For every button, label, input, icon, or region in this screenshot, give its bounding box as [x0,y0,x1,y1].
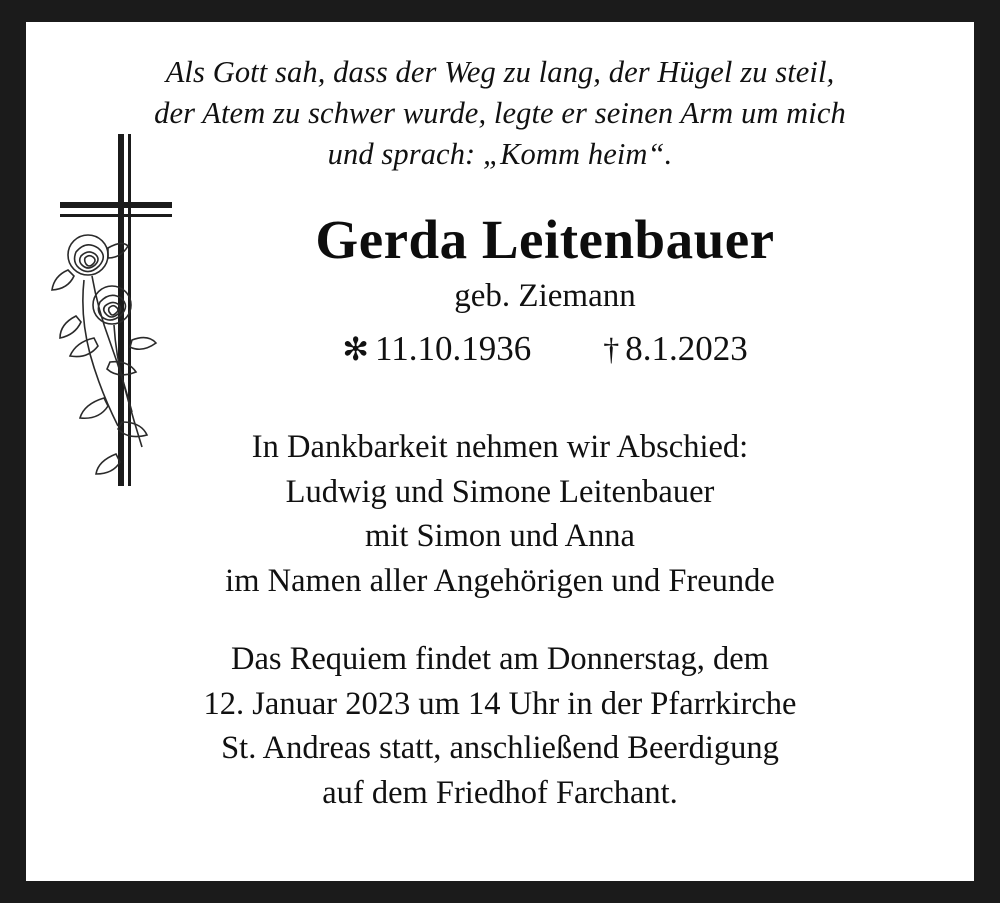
verse-line-1: Als Gott sah, dass der Weg zu lang, der Hügel zu steil, [165,55,835,89]
mourners-line-3: mit Simon und Anna [365,518,635,555]
mourners-line-4: im Namen aller Angehörigen und Freunde [225,562,775,599]
verse-line-3: und sprach: „Komm heim“. [327,136,673,171]
birth-symbol-icon: ✻ [342,331,370,368]
service-line-2: 12. Januar 2023 um 14 Uhr in der Pfarrkirche [203,685,797,722]
cross-with-roses-icon [48,130,208,490]
service-line-3: St. Andreas statt, anschließend Beerdigung [221,730,779,767]
service-line-1: Das Requiem findet am Donnerstag, dem [231,641,769,678]
verse-line-2: der Atem zu schwer wurde, legte er seinen Arm um mich [154,95,846,130]
maiden-name: geb. Ziemann [454,278,636,315]
life-dates [116,329,974,369]
mourners-line-2: Ludwig und Simone Leitenbauer [285,473,715,510]
death-date-item [603,329,748,369]
birth-date-item [342,329,531,369]
birth-date: 11.10.1936 [375,329,532,369]
mourners-line-1: In Dankbarkeit nehmen wir Abschied: [251,429,749,466]
service-line-4: auf dem Friedhof Farchant. [322,774,678,811]
deceased-name: Gerda Leitenbauer [315,208,775,270]
cross-symbol-icon: † [603,331,620,368]
obituary-inner [26,22,974,881]
service-block [26,637,974,815]
death-date: 8.1.2023 [625,329,748,369]
